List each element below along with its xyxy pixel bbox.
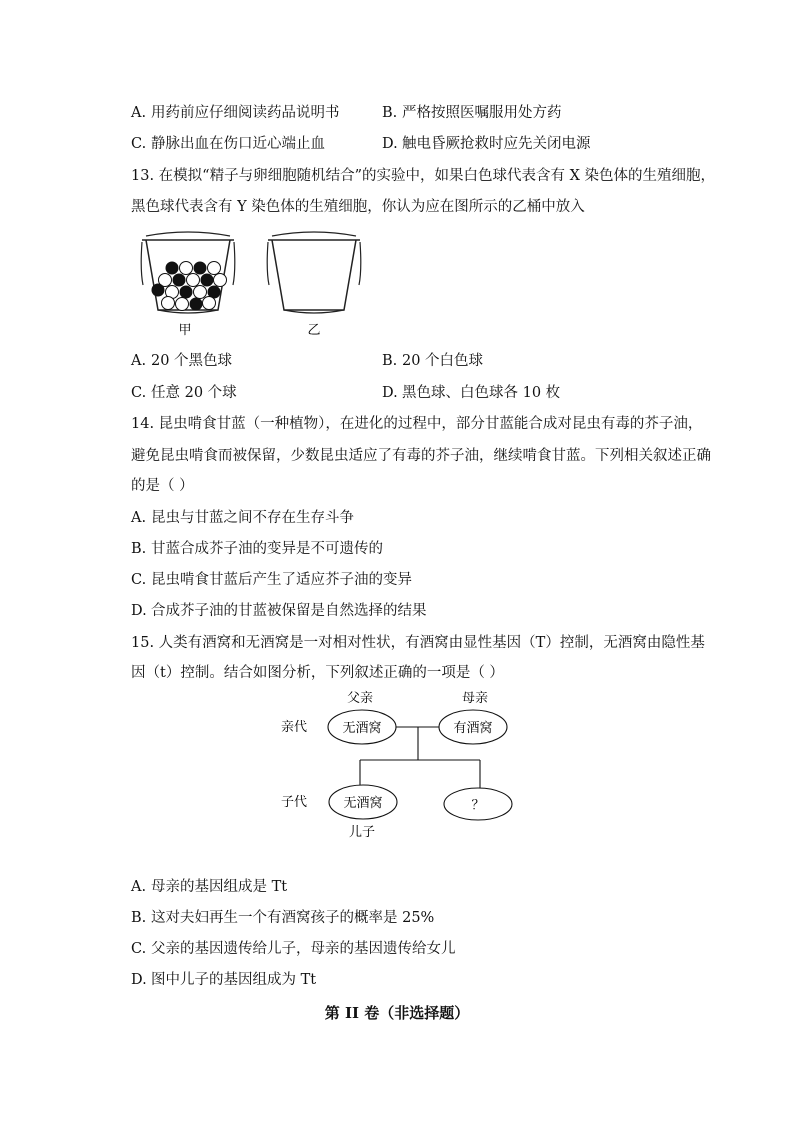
son-label: 儿子 bbox=[348, 825, 376, 840]
section-title: 第 II 卷（非选择题） bbox=[324, 1004, 470, 1022]
q13-option-a[interactable]: A. 20 个黑色球 bbox=[131, 353, 233, 369]
q14-stem-line2: 避免昆虫啃食而被保留，少数昆虫适应了有毒的芥子油，继续啃食甘蓝。下列相关叙述正确 bbox=[131, 448, 711, 464]
q14-option-b[interactable]: B. 甘蓝合成芥子油的变异是不可遗传的 bbox=[131, 541, 383, 557]
q14-option-d[interactable]: D. 合成芥子油的甘蓝被保留是自然选择的结果 bbox=[131, 603, 427, 619]
mother-label: 母亲 bbox=[461, 691, 489, 706]
q12-option-b[interactable]: B. 严格按照医嘱服用处方药 bbox=[382, 105, 562, 121]
mother-trait: 有酒窝 bbox=[453, 721, 493, 736]
pedigree-diagram bbox=[275, 686, 525, 846]
q15-option-b[interactable]: B. 这对夫妇再生一个有酒窝孩子的概率是 25% bbox=[131, 910, 435, 926]
bucket-yi bbox=[267, 232, 361, 338]
father-trait: 无酒窝 bbox=[342, 721, 382, 736]
unknown-child-trait: ？ bbox=[471, 798, 485, 813]
q14-option-c[interactable]: C. 昆虫啃食甘蓝后产生了适应芥子油的变异 bbox=[131, 572, 412, 588]
q12-option-c[interactable]: C. 静脉出血在伤口近心端止血 bbox=[131, 136, 325, 152]
q15-stem-line1: 15. 人类有酒窝和无酒窝是一对相对性状，有酒窝由显性基因（T）控制，无酒窝由隐性基 bbox=[131, 635, 705, 651]
parent-generation-label: 亲代 bbox=[281, 720, 308, 735]
father-label: 父亲 bbox=[346, 691, 374, 706]
child-generation-label: 子代 bbox=[281, 795, 308, 810]
q13-option-d[interactable]: D. 黑色球、白色球各 10 枚 bbox=[382, 385, 561, 401]
q12-option-a[interactable]: A. 用药前应仔细阅读药品说明书 bbox=[131, 105, 340, 121]
q14-stem-line1: 14. 昆虫啃食甘蓝（一种植物），在进化的过程中，部分甘蓝能合成对昆虫有毒的芥子油， bbox=[131, 416, 703, 432]
bucket-jia bbox=[141, 232, 235, 338]
q15-stem-line2: 因（t）控制。结合如图分析，下列叙述正确的一项是（ ） bbox=[131, 665, 504, 681]
q14-stem-line3: 的是（ ） bbox=[131, 478, 194, 494]
bucket-figure bbox=[138, 230, 370, 342]
q14-option-a[interactable]: A. 昆虫与甘蓝之间不存在生存斗争 bbox=[131, 510, 354, 526]
bucket-label-yi: 乙 bbox=[307, 323, 321, 338]
balls bbox=[152, 262, 227, 311]
q12-option-d[interactable]: D. 触电昏厥抢救时应先关闭电源 bbox=[382, 136, 591, 152]
q13-option-b[interactable]: B. 20 个白色球 bbox=[382, 353, 484, 369]
q15-option-c[interactable]: C. 父亲的基因遗传给儿子，母亲的基因遗传给女儿 bbox=[131, 941, 456, 957]
bucket-label-jia: 甲 bbox=[178, 323, 192, 338]
son-trait: 无酒窝 bbox=[343, 796, 383, 811]
q13-option-c[interactable]: C. 任意 20 个球 bbox=[131, 385, 237, 401]
q15-option-d[interactable]: D. 图中儿子的基因组成为 Tt bbox=[131, 972, 317, 988]
q13-stem-line1: 13. 在模拟“精子与卵细胞随机结合”的实验中，如果白色球代表含有 X 染色体的生殖细胞， bbox=[131, 168, 716, 184]
q13-stem-line2: 黑色球代表含有 Y 染色体的生殖细胞，你认为应在图所示的乙桶中放入 bbox=[131, 199, 585, 215]
q15-option-a[interactable]: A. 母亲的基因组成是 Tt bbox=[131, 879, 288, 895]
